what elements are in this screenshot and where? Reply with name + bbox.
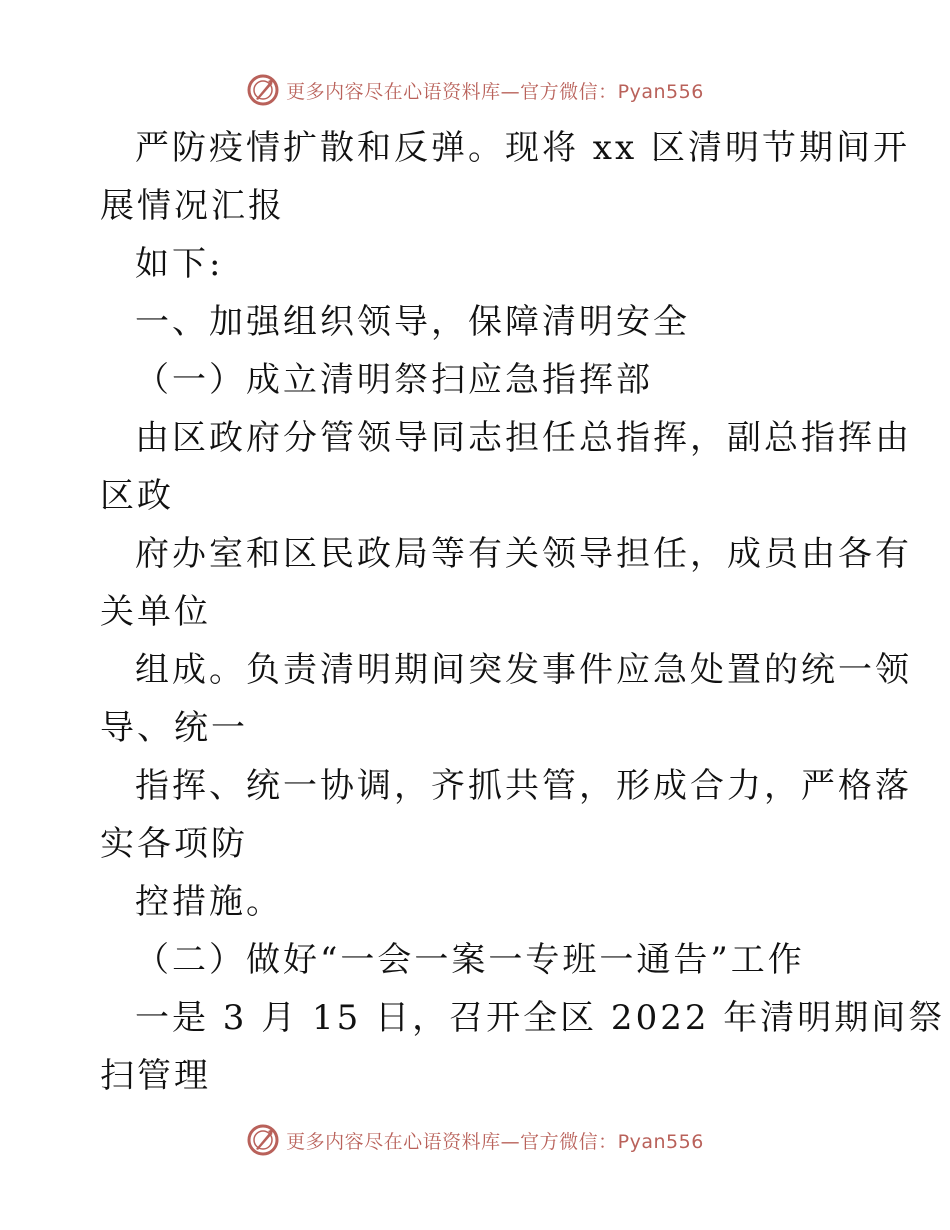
paragraph-line: 组成。负责清明期间突发事件应急处置的统一领 xyxy=(135,650,912,690)
footer-watermark xyxy=(0,1120,950,1160)
paragraph-line: 扫管理 xyxy=(100,1056,211,1096)
section-heading: 一、加强组织领导，保障清明安全 xyxy=(135,302,690,342)
watermark-text: 更多内容尽在心语资料库—官方微信：Pyan556 xyxy=(286,80,704,103)
paragraph-line: 指挥、统一协调，齐抓共管，形成合力，严格落 xyxy=(135,766,912,806)
paragraph-line: 由区政府分管领导同志担任总指挥，副总指挥由 xyxy=(135,418,912,458)
paragraph-line: 如下: xyxy=(135,244,224,284)
paragraph-line: 府办室和区民政局等有关领导担任，成员由各有 xyxy=(135,534,912,574)
paragraph-line: 控措施。 xyxy=(135,882,283,922)
paragraph-line: 关单位 xyxy=(100,592,211,632)
paragraph-line: 实各项防 xyxy=(100,824,248,864)
subsection-heading: （二）做好“一会一案一专班一通告”工作 xyxy=(135,940,805,980)
subsection-heading: （一）成立清明祭扫应急指挥部 xyxy=(135,360,653,400)
paragraph-line: 区政 xyxy=(100,476,174,516)
paragraph-line: 展情况汇报 xyxy=(100,186,285,226)
header-watermark xyxy=(0,70,950,110)
quill-logo-icon xyxy=(246,73,280,107)
paragraph-line: 导、统一 xyxy=(100,708,248,748)
paragraph-line: 严防疫情扩散和反弹。现将 xx 区清明节期间开 xyxy=(135,128,910,168)
quill-logo-icon xyxy=(246,1123,280,1157)
watermark-text: 更多内容尽在心语资料库—官方微信：Pyan556 xyxy=(286,1130,704,1153)
paragraph-line: 一是 3 月 15 日，召开全区 2022 年清明期间祭 xyxy=(135,998,946,1038)
